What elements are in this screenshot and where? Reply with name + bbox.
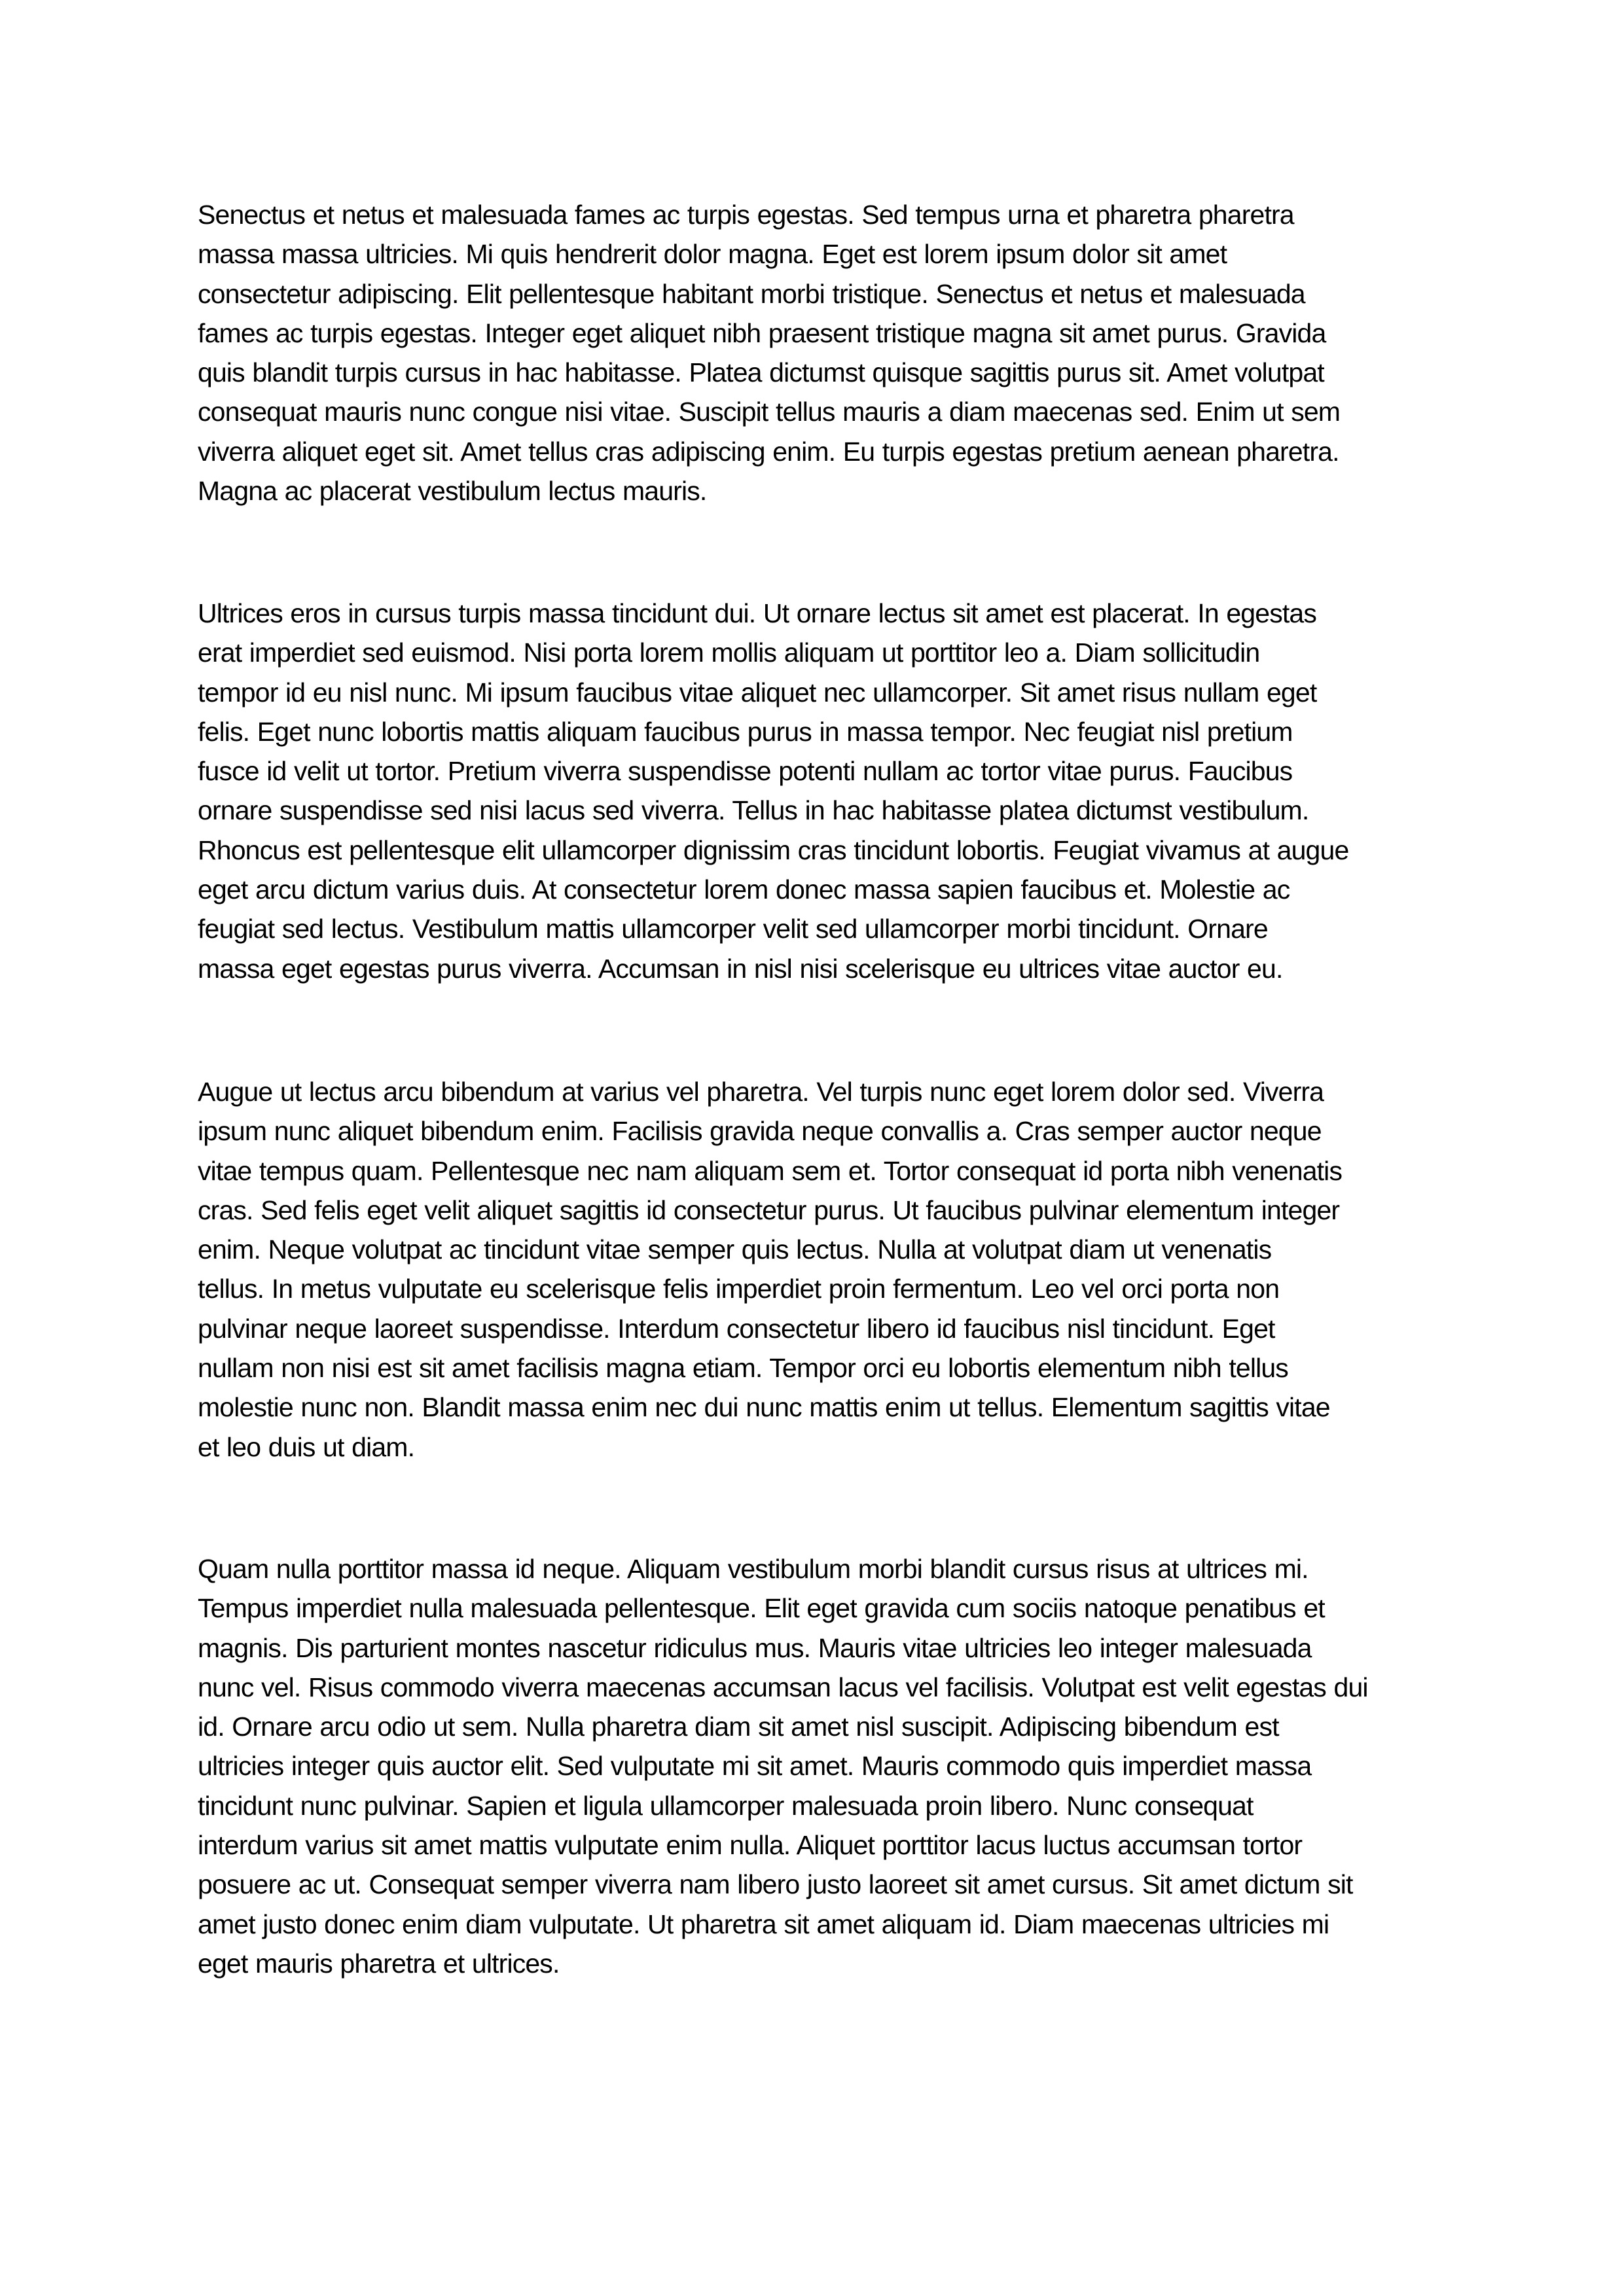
text-line: consequat mauris nunc congue nisi vitae. Suscipit tellus mauris a diam maecenas sed. Enim ut sem [198,397,1341,427]
text-line: id. Ornare arcu odio ut sem. Nulla pharetra diam sit amet nisl suscipit. Adipiscing bibendum est [198,1712,1279,1742]
text-line: Ultrices eros in cursus turpis massa tincidunt dui. Ut ornare lectus sit amet est placerat. In egestas [198,598,1316,628]
text-line: cras. Sed felis eget velit aliquet sagittis id consectetur purus. Ut faucibus pulvinar elementum integer [198,1194,1340,1225]
text-line: consectetur adipiscing. Elit pellentesque habitant morbi tristique. Senectus et netus et malesuada [198,278,1305,309]
text-line: vitae tempus quam. Pellentesque nec nam aliquam sem et. Tortor consequat id porta nibh venenatis [198,1155,1343,1186]
text-line: ipsum nunc aliquet bibendum enim. Facilisis gravida neque convallis a. Cras semper auctor neque [198,1116,1322,1147]
text-line: feugiat sed lectus. Vestibulum mattis ullamcorper velit sed ullamcorper morbi tincidunt. Ornare [198,914,1268,944]
text-line: amet justo donec enim diam vulputate. Ut pharetra sit amet aliquam id. Diam maecenas ultricies mi [198,1909,1329,1939]
text-line: Rhoncus est pellentesque elit ullamcorper dignissim cras tincidunt lobortis. Feugiat vivamus at augue [198,834,1349,865]
text-line: fames ac turpis egestas. Integer eget aliquet nibh praesent tristique magna sit amet purus. Gravida [198,317,1326,348]
text-line: tellus. In metus vulputate eu scelerisque felis imperdiet proin fermentum. Leo vel orci porta non [198,1274,1280,1304]
text-line: enim. Neque volutpat ac tincidunt vitae semper quis lectus. Nulla at volutpat diam ut venenatis [198,1234,1272,1265]
text-line: tincidunt nunc pulvinar. Sapien et ligula ullamcorper malesuada proin libero. Nunc consequat [198,1790,1254,1821]
text-line: eget mauris pharetra et ultrices. [198,1948,560,1979]
text-line: magnis. Dis parturient montes nascetur ridiculus mus. Mauris vitae ultricies leo integer malesuada [198,1632,1312,1663]
text-line: erat imperdiet sed euismod. Nisi porta lorem mollis aliquam ut porttitor leo a. Diam sollicitudin [198,637,1260,668]
paragraph-4 [198,1549,1441,1983]
text-line: tempor id eu nisl nunc. Mi ipsum faucibus vitae aliquet nec ullamcorper. Sit amet risus nullam eget [198,677,1317,708]
paragraph-1 [198,195,1441,511]
text-line: interdum varius sit amet mattis vulputate enim nulla. Aliquet porttitor lacus luctus accumsan tortor [198,1830,1303,1861]
text-line: pulvinar neque laoreet suspendisse. Interdum consectetur libero id faucibus nisl tincidunt. Eget [198,1313,1275,1344]
text-line: fusce id velit ut tortor. Pretium viverra suspendisse potenti nullam ac tortor vitae purus. Faucibus [198,756,1293,787]
text-line: Augue ut lectus arcu bibendum at varius vel pharetra. Vel turpis nunc eget lorem dolor sed. Viverra [198,1077,1324,1107]
text-line: felis. Eget nunc lobortis mattis aliquam faucibus purus in massa tempor. Nec feugiat nisl pretium [198,716,1293,747]
text-line: ornare suspendisse sed nisi lacus sed viverra. Tellus in hac habitasse platea dictumst vestibulum. [198,795,1309,826]
text-line: Tempus imperdiet nulla malesuada pellentesque. Elit eget gravida cum sociis natoque penatibus et [198,1593,1325,1624]
paragraph-3 [198,1072,1441,1467]
text-line: eget arcu dictum varius duis. At consectetur lorem donec massa sapien faucibus et. Molestie ac [198,874,1290,905]
text-line: molestie nunc non. Blandit massa enim nec dui nunc mattis enim ut tellus. Elementum sagittis vitae [198,1392,1330,1423]
paragraph-2 [198,594,1441,988]
text-line: ultricies integer quis auctor elit. Sed vulputate mi sit amet. Mauris commodo quis imperdiet massa [198,1751,1312,1782]
text-line: posuere ac ut. Consequat semper viverra nam libero justo laoreet sit amet cursus. Sit amet dictum sit [198,1869,1353,1900]
text-line: Senectus et netus et malesuada fames ac turpis egestas. Sed tempus urna et pharetra pharetra [198,200,1294,230]
text-line: quis blandit turpis cursus in hac habitasse. Platea dictumst quisque sagittis purus sit. Amet volutpat [198,357,1324,388]
text-line: et leo duis ut diam. [198,1431,415,1462]
text-line: nullam non nisi est sit amet facilisis magna etiam. Tempor orci eu lobortis elementum nibh tellus [198,1353,1288,1384]
text-line: Quam nulla porttitor massa id neque. Aliquam vestibulum morbi blandit cursus risus at ultrices mi. [198,1554,1308,1584]
text-line: Magna ac placerat vestibulum lectus mauris. [198,476,707,507]
text-line: viverra aliquet eget sit. Amet tellus cras adipiscing enim. Eu turpis egestas pretium aenean pharetra. [198,436,1339,467]
text-line: nunc vel. Risus commodo viverra maecenas accumsan lacus vel facilisis. Volutpat est velit egestas dui [198,1672,1368,1702]
text-line: massa massa ultricies. Mi quis hendrerit dolor magna. Eget est lorem ipsum dolor sit amet [198,239,1227,270]
text-line: massa eget egestas purus viverra. Accumsan in nisl nisi scelerisque eu ultrices vitae auctor eu. [198,953,1283,984]
